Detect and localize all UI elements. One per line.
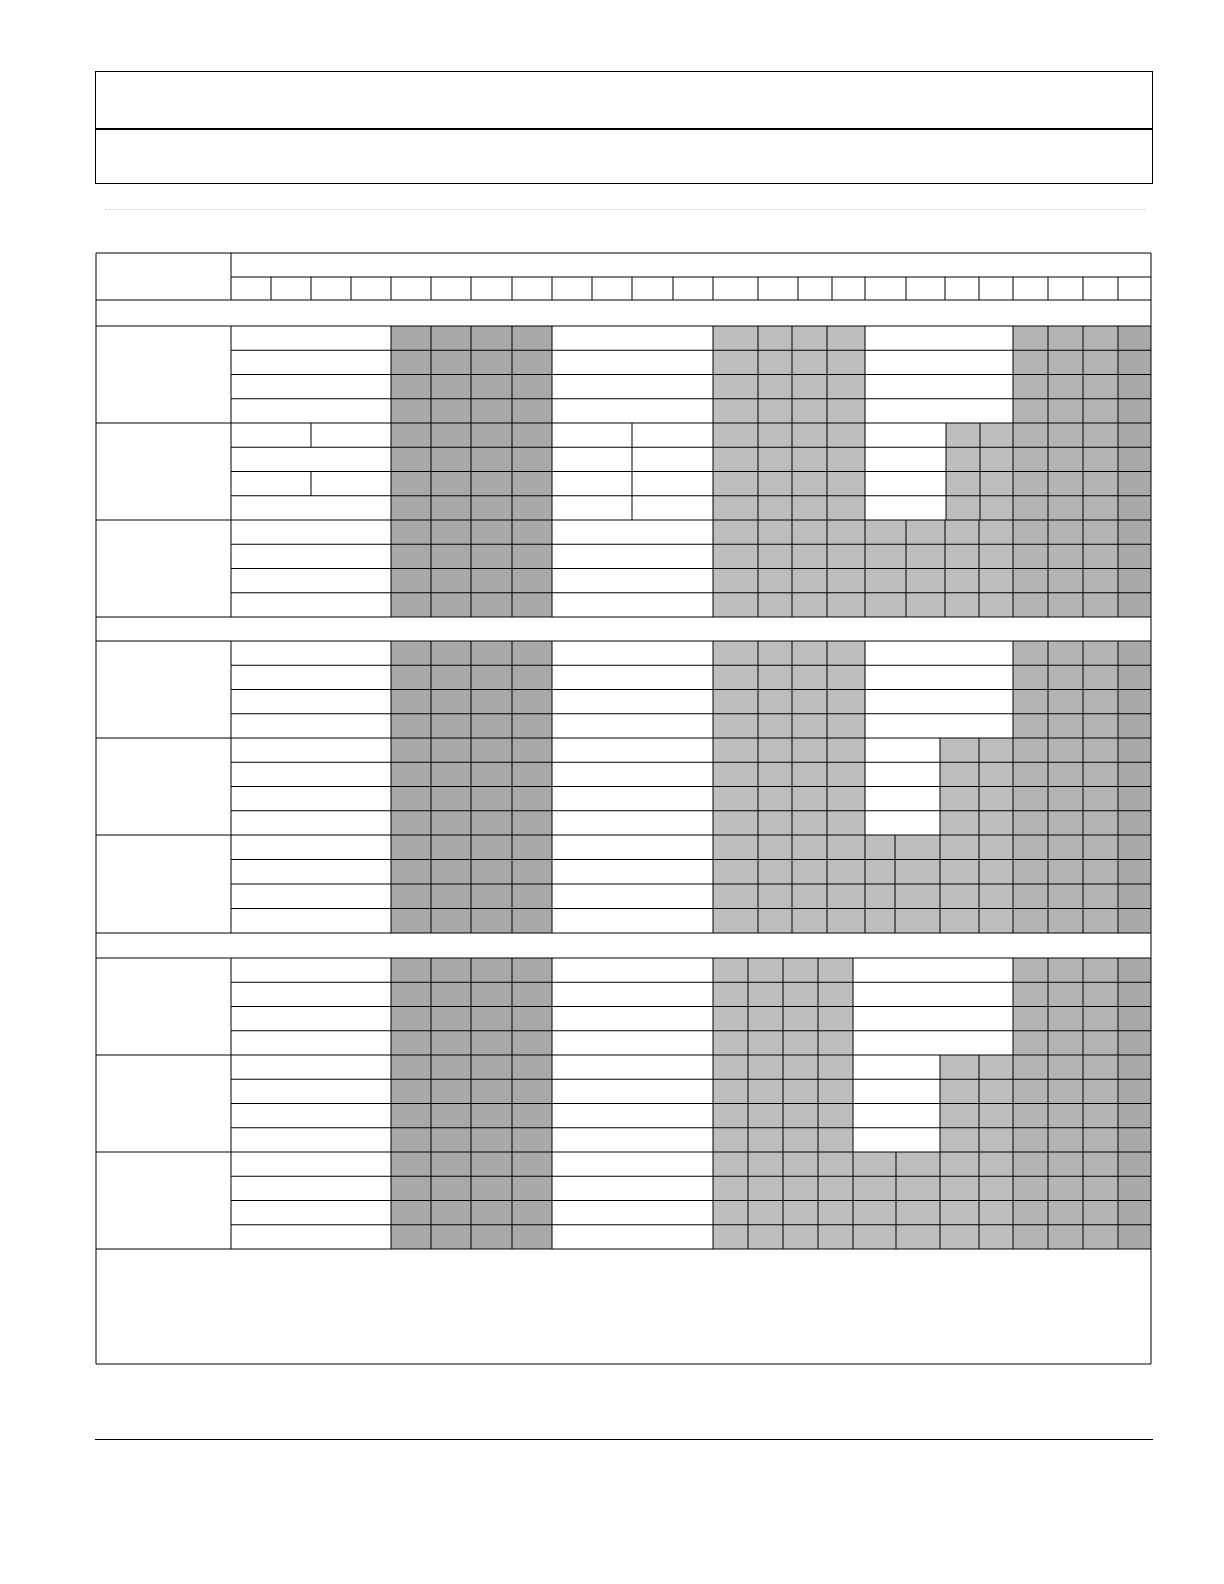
table-shading [391, 326, 1151, 1249]
footer-rule [95, 1439, 1153, 1440]
